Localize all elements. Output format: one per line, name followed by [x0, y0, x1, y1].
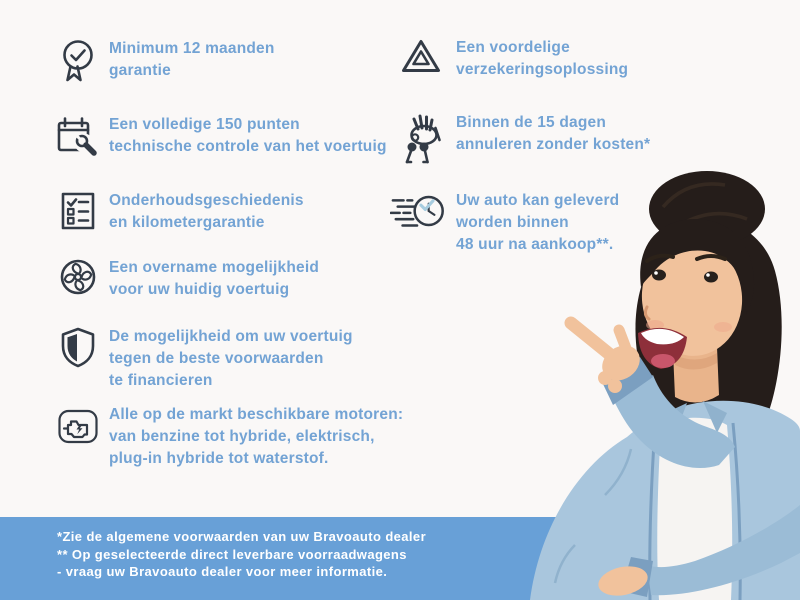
footer-line: - vraag uw Bravoauto dealer voor meer informatie.: [57, 564, 388, 579]
benefit-item-overname: [55, 257, 319, 301]
benefit-text: [109, 38, 275, 82]
speed-clock-icon: [390, 190, 448, 230]
benefit-line: verzekeringsoplossing: [456, 61, 629, 78]
benefit-item-motoren: [55, 404, 403, 470]
benefit-line: Onderhoudsgeschiedenis: [109, 192, 304, 209]
benefit-text: [109, 114, 387, 158]
benefit-line: garantie: [109, 62, 171, 79]
benefit-line: tegen de beste voorwaarden: [109, 350, 324, 367]
footer-disclaimer-text: [57, 528, 426, 581]
benefit-text: [109, 326, 353, 392]
benefit-item-annuleren: [394, 112, 650, 166]
calendar-wrench-icon: [55, 114, 101, 160]
benefit-line: De mogelijkheid om uw voertuig: [109, 328, 353, 345]
benefit-text: [109, 257, 319, 301]
benefit-line: voor uw huidig voertuig: [109, 281, 290, 298]
benefit-item-controle: [55, 114, 387, 160]
warning-triangle-icon: [394, 37, 448, 75]
benefit-line: 48 uur na aankoop**.: [456, 236, 614, 253]
benefit-item-financieren: [55, 326, 353, 392]
benefit-line: Een overname mogelijkheid: [109, 259, 320, 276]
benefit-line: technische controle van het voertuig: [109, 138, 387, 155]
benefit-line: Een volledige 150 punten: [109, 116, 300, 133]
benefit-line: Alle op de markt beschikbare motoren:: [109, 406, 404, 423]
woman-pointing-photo: [500, 165, 800, 600]
benefit-text: [456, 112, 650, 156]
benefit-line: worden binnen: [456, 214, 569, 231]
checklist-icon: [55, 190, 101, 232]
benefit-item-garantie: [55, 38, 275, 84]
benefit-line: Minimum 12 maanden: [109, 40, 275, 57]
benefit-item-onderhoud: [55, 190, 304, 234]
benefit-line: Uw auto kan geleverd: [456, 192, 620, 209]
engine-icon: [55, 404, 101, 448]
benefit-line: van benzine tot hybride, elektrisch,: [109, 428, 375, 445]
footer-line: *Zie de algemene voorwaarden van uw Bravoauto dealer: [57, 529, 427, 544]
benefit-text: [456, 37, 628, 81]
fan-icon: [55, 257, 101, 297]
footer-line: ** Op geselecteerde direct leverbare voorraadwagens: [57, 546, 407, 562]
benefit-line: en kilometergarantie: [109, 214, 265, 231]
medal-check-icon: [55, 38, 101, 84]
benefit-line: plug-in hybride tot waterstof.: [109, 450, 329, 467]
benefit-text: [109, 190, 304, 234]
benefit-line: Binnen de 15 dagen: [456, 114, 607, 131]
benefit-text: [109, 404, 403, 470]
shield-icon: [55, 326, 101, 368]
benefit-line: Een voordelige: [456, 39, 570, 56]
hand-keys-icon: [394, 112, 448, 166]
benefit-line: annuleren zonder kosten*: [456, 136, 651, 153]
benefit-item-verzekering: [394, 37, 628, 81]
benefit-line: te financieren: [109, 372, 213, 389]
